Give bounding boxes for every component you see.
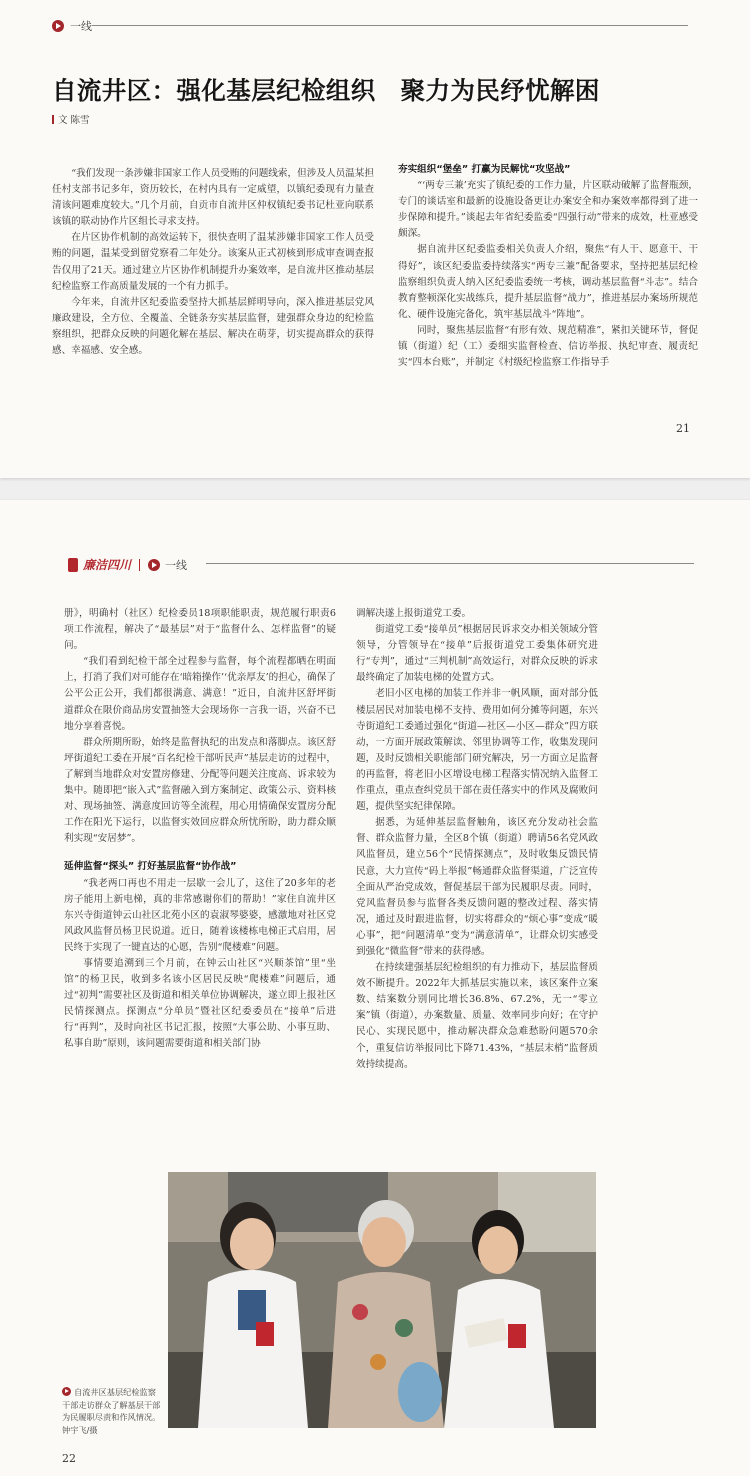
paragraph: 据悉，为延伸基层监督触角，该区充分发动社会监督、群众监督力量，全区8个镇（街道）聘请56名党风政风监督员，建立56个“民情探测点”，及时收集反馈民情民意，大力宣传“码上举报”畅通群众监督渠道，广泛宣传全面从严治党成效，督促基层干部为民履职尽责。同时，党风监督员参与监督各类反馈问题的整改过程、落实情况，通过及时跟进监督，切实将群众的“烦心事”变成“暖心事”，把“问题清单”变为“满意清单”，让群众切实感受到强化“微监督”带来的获得感。: [356, 817, 598, 957]
article-column-right: [356, 606, 598, 1162]
section-tag-label: 一线: [70, 20, 92, 33]
paragraph: 调解决遂上报街道党工委。: [356, 608, 472, 619]
arrow-icon: [62, 1387, 71, 1396]
photo-illustration: [168, 1172, 596, 1428]
article-column-left: [52, 166, 374, 406]
paragraph: 在持续建强基层纪检组织的有力推动下，基层监督质效不断提升。2022年大抓基层实施以来，该区案件立案数、结案数分别同比增长36.8%、67.2%，无一“零立案”镇（街道），办案数量、质量、效率同步向好；在守护民心、实现民愿中，推动解决群众急难愁盼问题570余个，重复信访举报同比下降71.43%，“基层末梢”监督质效持续提高。: [356, 962, 598, 1070]
page-number: 22: [62, 1452, 76, 1465]
paragraph: 老旧小区电梯的加装工作并非一帆风顺，面对部分低楼层居民对加装电梯不支持、费用如何分摊等问题，东兴寺街道纪工委通过强化“街道—社区—小区—群众”四方联动，一方面开展政策解读、邻里协调等工作，收集发现问题，及时反馈相关职能部门研究解决，另一方面立足监督的再监督，将老旧小区增设电梯工程落实情况纳入监督工作重点，重点查纠党员干部在责任落实中的作风及腐败问题，提供坚实纪律保障。: [356, 688, 598, 813]
photo-caption-text: 自流井区基层纪检监察干部走访群众了解基层干部为民履职尽责和作风情况。钟宇飞/摄: [62, 1387, 161, 1435]
arrow-icon: [148, 559, 160, 571]
article-column-left: [64, 606, 336, 1162]
logo-divider: [139, 559, 140, 571]
article-headline: 自流井区：强化基层纪检组织 聚力为民纾忧解困: [52, 76, 600, 105]
arrow-icon: [52, 20, 64, 32]
page-number: 21: [676, 422, 690, 435]
paragraph: “‘两专三兼’充实了镇纪委的工作力量，片区联动破解了监督瓶颈，专门的谈话室和最新的设施设备更让办案安全和办案效率都得到了进一步保障和提升。”谈起去年省纪委监委“四强行动”带来的成效，杜亚感受颇深。: [398, 180, 698, 240]
header-rule: [92, 25, 688, 26]
paragraph: 同时，聚焦基层监督“有形有效、规范精准”，紧扣关键环节，督促镇（街道）纪（工）委细实监督检查、信访举报、执纪审查、履责纪实“四本台账”，并制定《村级纪检监察工作指导手: [398, 324, 698, 369]
section-subhead: 夯实组织“堡垒” 打赢为民解忧“攻坚战”: [398, 164, 571, 175]
paragraph: 群众所期所盼，始终是监督执纪的出发点和落脚点。该区舒坪街道纪工委在开展“百名纪检干部听民声”基层走访的过程中，了解到当地群众对安置房修建、分配等问题关注度高、诉求较为集中。随即把“嵌入式”监督融入到方案制定、政策公示、资料核对、现场抽签、满意度回访等全流程，用心用情确保安置房分配工作在阳光下运行，以监督实效回应群众所忧所盼，助力群众顺利实现“安居梦”。: [64, 736, 336, 845]
paragraph: “我老两口再也不用走一层歇一会儿了，这住了20多年的老房子能用上新电梯，真的非常感谢你们的帮助！”家住自流井区东兴寺街道钟云山社区北苑小区的袁淑琴婆婆，感激地对社区党风政风监督员杨卫民说道。近日，随着该楼栋电梯正式启用，居民终于实现了一键直达的心愿，告别“爬楼难”问题。: [64, 877, 336, 953]
article-photo: [168, 1172, 596, 1428]
paragraph: 今年来，自流井区纪委监委坚持大抓基层鲜明导向，深入推进基层党风廉政建设，全方位、全覆盖、全链条夯实基层监督，建强群众身边的纪检监察组织，把群众反映的问题化解在基层、解决在萌芽，切实提高群众的获得感、幸福感、安全感。: [52, 296, 374, 357]
section-tag: [52, 18, 92, 34]
header-rule: [206, 563, 694, 564]
seal-icon: [68, 558, 78, 572]
section-subhead: 延伸监督“探头” 打好基层监督“协作战”: [64, 861, 237, 873]
paragraph: 在片区协作机制的高效运转下，很快查明了温某涉嫌非国家工作人员受贿的问题，温某受到留党察看二年处分。该案从正式初核到形成审查调查报告仅用了21天。通过建立片区协作机制提升办案效率，是自流井区推动基层纪检监察工作高质量发展的一个有力抓手。: [52, 232, 374, 292]
magazine-logo-text: 廉洁四川: [83, 558, 132, 572]
paragraph: 街道党工委“接单员”根据居民诉求交办相关领域分管领导，分管领导在“接单”后报街道党工委集体研究进行“专判”，通过“三判机制”高效运行，对群众反映的诉求最终确定了加装电梯的处置方式。: [356, 624, 598, 684]
magazine-logo: [68, 556, 187, 573]
photo-caption: [62, 1386, 162, 1436]
section-tag-label: 一线: [165, 558, 188, 572]
paragraph: 据自流井区纪委监委相关负责人介绍，聚焦“有人干、愿意干、干得好”，该区纪委监委持续落实“两专三兼”配备要求，坚持把基层纪检监察组织负责人纳入区纪委监委统一考核，调动基层监督“斗志”。结合教育整顿深化实战练兵，提升基层监督“战力”，推进基层办案场所规范化、硬件设施完备化，筑牢基层战斗“阵地”。: [398, 244, 698, 320]
byline: 文 陈雪: [52, 112, 90, 126]
paragraph: “我们发现一条涉嫌非国家工作人员受贿的问题线索，但涉及人员温某担任村支部书记多年，资历较长，在村内具有一定威望，以镇纪委现有力量查清该问题难度较大。”几个月前，自贡市自流井区仲权镇纪委书记杜亚向联系该镇的联动协作片区组长寻求支持。: [52, 168, 374, 228]
paragraph: “我们看到纪检干部全过程参与监督，每个流程都晒在明面上，打消了我们对可能存在‘暗箱操作’‘优亲厚友’的担心，确保了公平公正公开，我们都很满意、满意！”近日，自流井区舒坪街道群众在限价商品房安置抽签大会现场你一言我一语，兴奋不已地分享着喜悦。: [64, 656, 336, 732]
magazine-page-21: [0, 0, 750, 478]
paragraph: 册》，明确村（社区）纪检委员18项职能职责，规范履行职责6项工作流程，解决了“最基层”对于“监督什么、怎样监督”的疑问。: [64, 608, 336, 652]
paragraph: 事情要追溯到三个月前，在钟云山社区“兴顺茶馆”里“坐馆”的杨卫民，收到多名该小区居民反映“爬楼难”问题后，通过“初判”需要社区及街道和相关单位协调解决，遂立即上报社区民情探测点。探测点“分单员”暨社区纪委委员在“接单”后进行“再判”，及时向社区书记汇报，按照“大事公助、小事互助、私事自助”原则，该问题需要街道和相关部门协: [64, 957, 336, 1050]
article-column-right: [398, 162, 698, 404]
